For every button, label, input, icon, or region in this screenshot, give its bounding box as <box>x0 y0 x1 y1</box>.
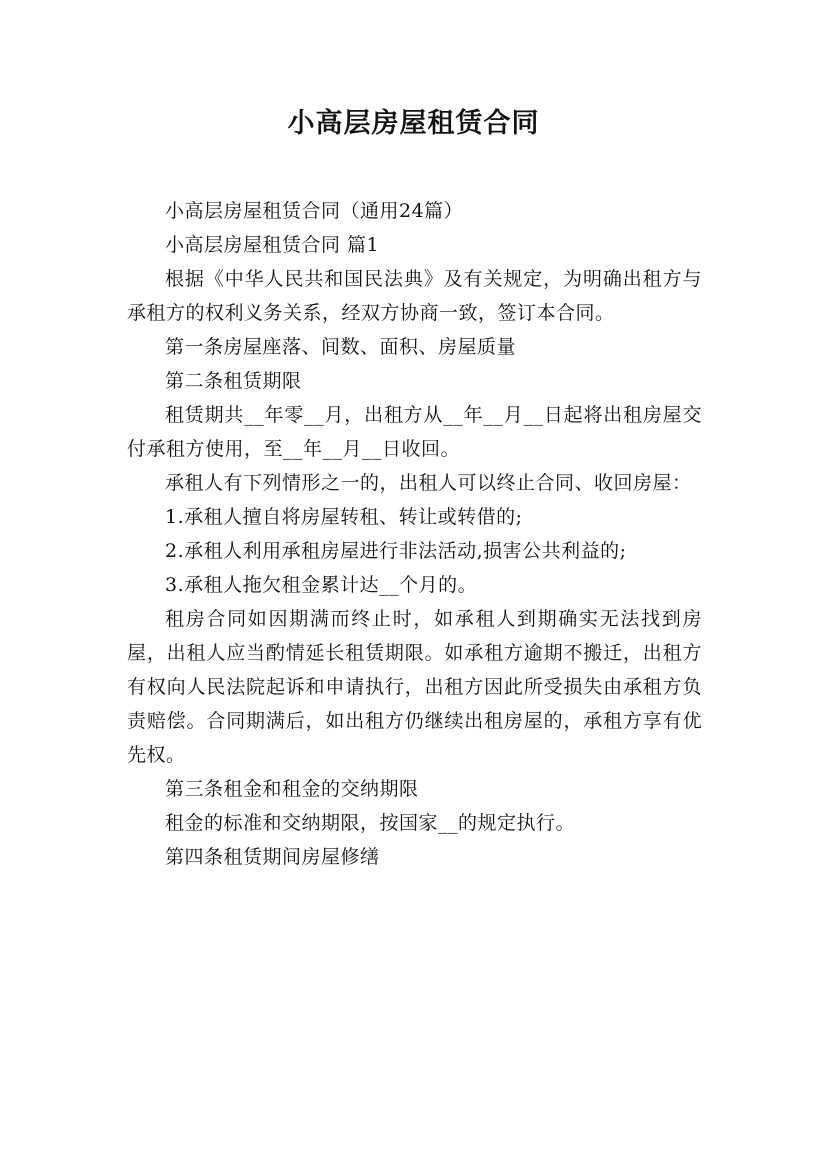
paragraph-section-heading: 小高层房屋租赁合同 篇1 <box>165 234 380 256</box>
paragraph-article-2-heading: 第二条租赁期限 <box>165 370 302 392</box>
document-body <box>127 194 702 874</box>
document-title: 小高层房屋租赁合同 <box>287 108 540 139</box>
paragraph-expiry-terms: 租房合同如因期满而终止时，如承租人到期确实无法找到房屋，出租人应当酌情延长租赁期限。如承租方逾期不搬迁，出租方有权向人民法院起诉和申请执行，出租方因此所受损失由承租方负责赔偿。合同期满后，如出租方仍继续出租房屋的，承租方享有优先权。 <box>127 608 702 766</box>
paragraph-rent-standard: 租金的标准和交纳期限，按国家__的规定执行。 <box>165 812 576 834</box>
paragraph-termination-conditions: 承租人有下列情形之一的，出租人可以终止合同、收回房屋： <box>165 472 692 494</box>
paragraph-condition-1: 1.承租人擅自将房屋转租、转让或转借的; <box>165 506 523 528</box>
paragraph-doc-subtitle: 小高层房屋租赁合同（通用24篇） <box>165 200 464 222</box>
paragraph-article-1-heading: 第一条房屋座落、间数、面积、房屋质量 <box>165 336 517 358</box>
paragraph-condition-3: 3.承租人拖欠租金累计达__个月的。 <box>165 574 478 596</box>
paragraph-article-3-heading: 第三条租金和租金的交纳期限 <box>165 778 419 800</box>
paragraph-condition-2: 2.承租人利用承租房屋进行非法活动,损害公共利益的; <box>165 540 627 562</box>
paragraph-preamble: 根据《中华人民共和国民法典》及有关规定，为明确出租方与承租方的权利义务关系，经双方协商一致，签订本合同。 <box>127 268 702 324</box>
paragraph-lease-term: 租赁期共__年零__月，出租方从__年__月__日起将出租房屋交付承租方使用，至__年__月__日收回。 <box>127 404 702 460</box>
paragraph-article-4-heading: 第四条租赁期间房屋修缮 <box>165 846 380 868</box>
